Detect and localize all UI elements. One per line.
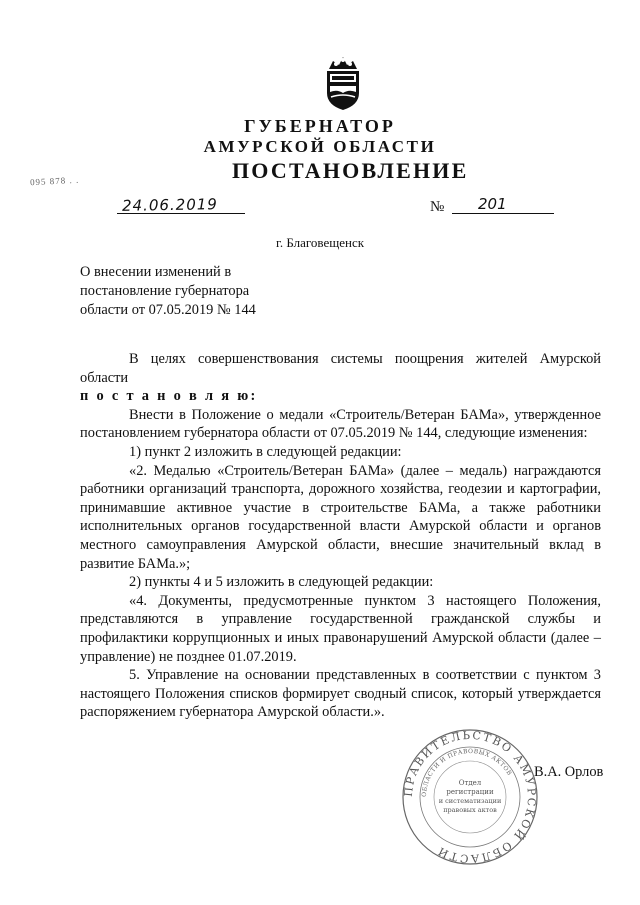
city-label: г. Благовещенск	[275, 235, 365, 250]
subject-line: О внесении изменений в	[80, 264, 232, 280]
title-region: АМУРСКОЙ ОБЛАСТИ	[203, 137, 437, 156]
body-paragraph: «2. Медалью «Строитель/Ветеран БАМа» (далее – медаль) награждаются работники организаций транспорта, дорожного хозяйства, геодезии и картографии, принимавшие активное участие в строительстве БАМа, а также работники исполнительных органов государственной власти Амурской области и органов местного самоуправления Амурской области, внесшие значительный вклад в развитие БАМа.»;	[80, 462, 601, 572]
body-paragraph: В целях совершенствования системы поощрения жителей Амурской области	[80, 351, 601, 386]
seal-center-text: Отдел	[458, 779, 482, 787]
seal-center-text: правовых актов	[443, 806, 497, 814]
number-underline	[452, 213, 554, 214]
seal-center-text: регистрации	[446, 788, 494, 796]
decree-word: п о с т а н о в л я ю:	[80, 388, 258, 405]
registration-mark: 095 878 . .	[29, 174, 80, 188]
document-subject	[80, 263, 340, 320]
seal-center-text: и систематизации	[438, 797, 502, 805]
body-paragraph: 1) пункт 2 изложить в следующей редакции:	[129, 443, 402, 460]
date-underline	[117, 213, 245, 214]
document-date: 24.06.2019	[121, 195, 219, 215]
seal-outer-text: ПРАВИТЕЛЬСТВО АМУРСКОЙ ОБЛАСТИ	[401, 728, 539, 866]
official-seal-stamp	[400, 727, 540, 867]
document-body	[80, 350, 601, 722]
document-number: 201	[478, 195, 507, 213]
body-paragraph: 2) пункты 4 и 5 изложить в следующей редакции:	[129, 574, 434, 591]
seal-inner-text: ОБЛАСТИ И ПРАВОВЫХ АКТОВ	[420, 747, 513, 798]
title-governor: ГУБЕРНАТОР	[244, 116, 396, 136]
document-type-title: ПОСТАНОВЛЕНИЕ	[232, 158, 469, 183]
number-sign: №	[430, 199, 445, 215]
subject-line: области от 07.05.2019 № 144	[80, 302, 256, 318]
body-paragraph: «4. Документы, предусмотренные пунктом 3 настоящего Положения, представляются в управление государственной гражданской службы и профилактики коррупционных и иных правонарушений Амурской области (далее – управление) не позднее 01.07.2019.	[80, 592, 601, 665]
body-paragraph: Внести в Положение о медали «Строитель/Ветеран БАМа», утвержденное постановлением губернатора области от 07.05.2019 № 144, следующие изменения:	[80, 406, 601, 442]
body-paragraph: 5. Управление на основании представленных в соответствии с пунктом 3 настоящего Положения списков формирует сводный список, который утверждается распоряжением губернатора Амурской области.».	[80, 667, 601, 721]
signatory-name: В.А. Орлов	[534, 764, 604, 780]
coat-of-arms-icon	[323, 55, 363, 111]
subject-line: постановление губернатора	[80, 283, 250, 299]
